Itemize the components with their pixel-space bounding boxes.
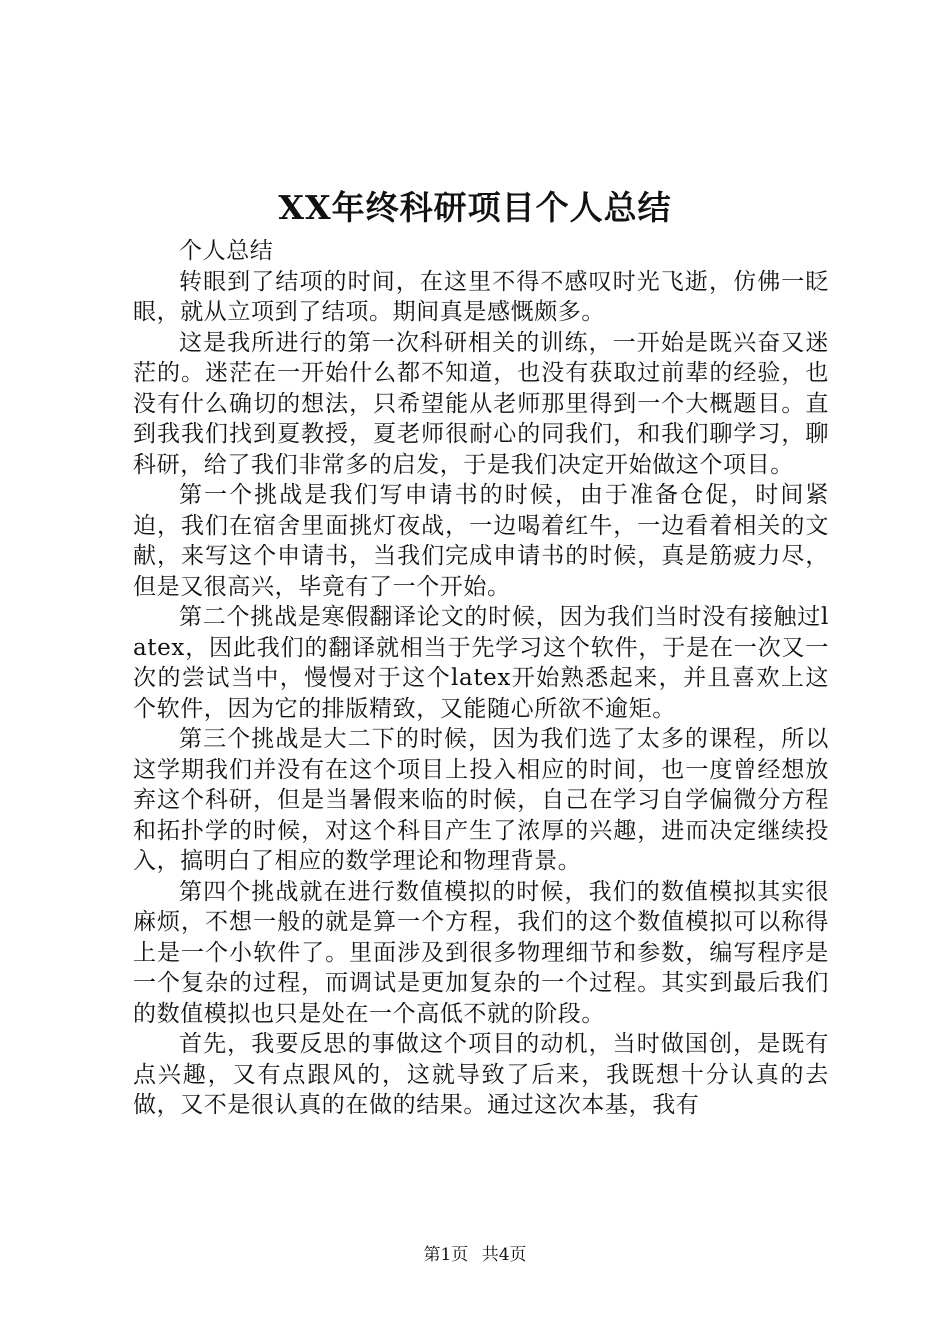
document-body (133, 236, 829, 1121)
page-footer (0, 1244, 950, 1266)
document-title: XX年终科研项目个人总结 (278, 188, 672, 227)
paragraph: 这是我所进行的第一次科研相关的训练，一开始是既兴奋又迷茫的。迷茫在一开始什么都不知道，也没有获取过前辈的经验，也没有什么确切的想法，只希望能从老师那里得到一个大概题目。直到我我们找到夏教授，夏老师很耐心的同我们，和我们聊学习，聊科研，给了我们非常多的启发，于是我们决定开始做这个项目。 (133, 329, 829, 478)
paragraph: 第三个挑战是大二下的时候，因为我们选了太多的课程，所以这学期我们并没有在这个项目上投入相应的时间，也一度曾经想放弃这个科研，但是当暑假来临的时候，自己在学习自学偏微分方程和拓扑学的时候，对这个科目产生了浓厚的兴趣，进而决定继续投入，搞明白了相应的数学理论和物理背景。 (133, 726, 829, 874)
paragraph: 转眼到了结项的时间，在这里不得不感叹时光飞逝，仿佛一眨眼，就从立项到了结项。期间真是感慨颇多。 (133, 268, 829, 325)
paragraph: 第四个挑战就在进行数值模拟的时候，我们的数值模拟其实很麻烦，不想一般的就是算一个方程，我们的这个数值模拟可以称得上是一个小软件了。里面涉及到很多物理细节和参数，编写程序是一个复杂的过程，而调试是更加复杂的一个过程。其实到最后我们的数值模拟也只是处在一个高低不就的阶段。 (133, 878, 829, 1027)
page-total: 共4页 (481, 1245, 527, 1265)
paragraph: 第一个挑战是我们写申请书的时候，由于准备仓促，时间紧迫，我们在宿舍里面挑灯夜战，一边喝着红牛，一边看着相关的文献，来写这个申请书，当我们完成申请书的时候，真是筋疲力尽，但是又很高兴，毕竟有了一个开始。 (133, 482, 829, 600)
paragraph: 第二个挑战是寒假翻译论文的时候，因为我们当时没有接触过latex，因此我们的翻译就相当于先学习这个软件，于是在一次又一次的尝试当中，慢慢对于这个latex开始熟悉起来，并且喜欢上这个软件，因为它的排版精致，又能随心所欲不逾矩。 (133, 604, 829, 722)
paragraph: 首先，我要反思的事做这个项目的动机，当时做国创，是既有点兴趣，又有点跟风的，这就导致了后来，我既想十分认真的去做，又不是很认真的在做的结果。通过这次本基，我有 (133, 1031, 829, 1118)
page-number: 第1页 (423, 1245, 469, 1265)
paragraph-heading: 个人总结 (179, 238, 274, 264)
